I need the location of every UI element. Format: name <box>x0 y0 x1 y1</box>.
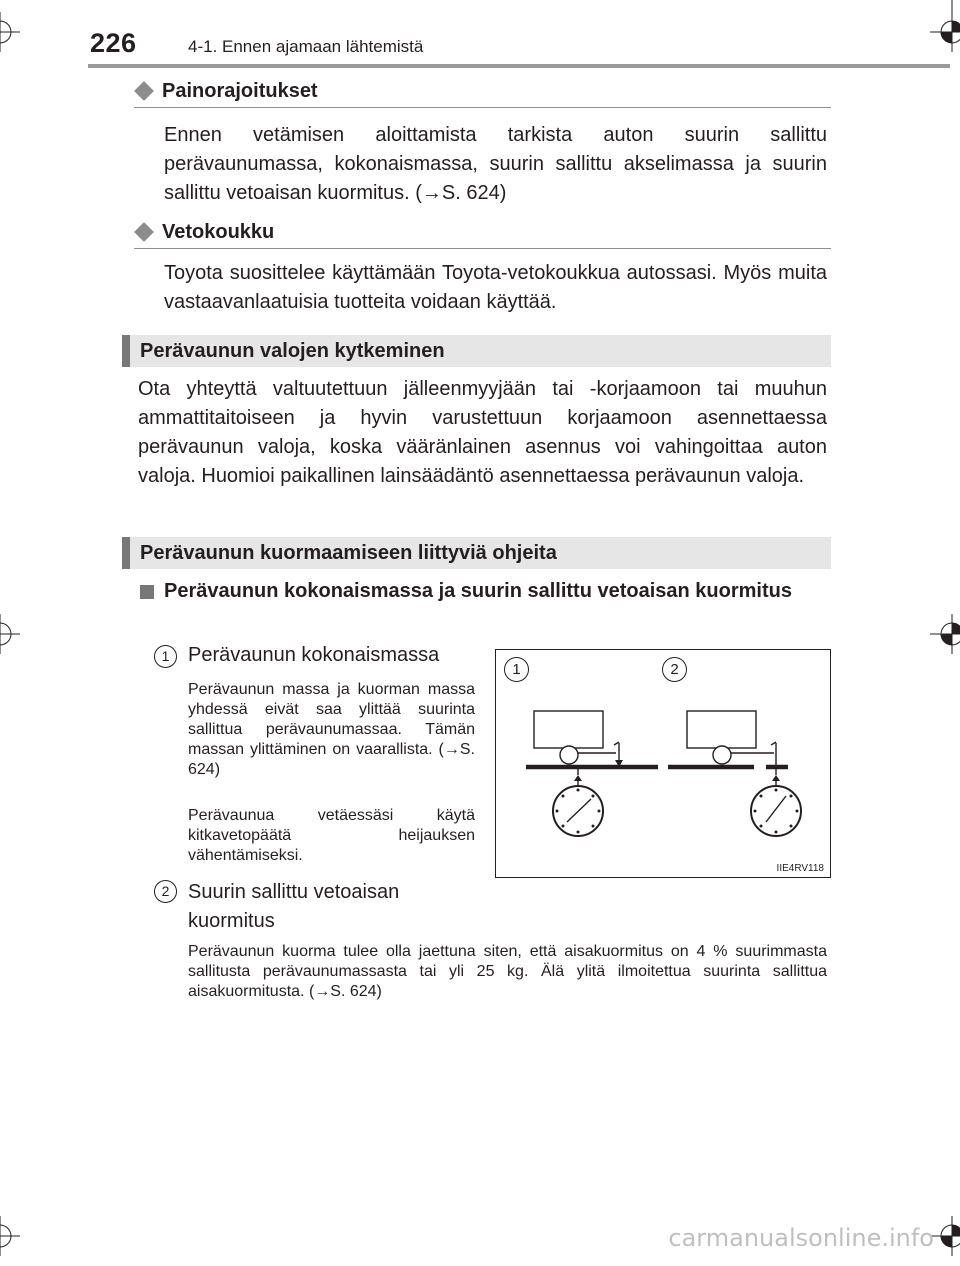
item-number-2: 2 <box>154 880 177 903</box>
item2-text: Perävaunun kuorma tulee olla jaettuna siten, että aisakuormitus on 4 % suurimmasta sallitusta perävaunumassasta tai yli 25 kg. Älä ylitä ilmoitettua suurinta sallittua aisakuormitusta. (→S. 624) <box>188 943 827 1000</box>
lights-section-heading <box>122 335 831 367</box>
heading-bar <box>122 537 130 569</box>
loading-subheading: Perävaunun kokonaismassa ja suurin sallittu vetoaisan kuormitus <box>164 580 792 602</box>
divider <box>134 107 831 108</box>
figure-code: IIE4RV118 <box>776 863 824 874</box>
item1-text: Perävaunun massa ja kuorman massa yhdessä eivät saa ylittää suurinta sallittua perävaunumassaa. Tämän massan ylittäminen on vaarallista. (→S. 624) <box>188 681 475 778</box>
square-bullet-icon <box>140 585 154 599</box>
divider <box>134 248 831 249</box>
figure-label-1: 1 <box>504 657 529 682</box>
page-number: 226 <box>90 28 137 58</box>
heading-bar <box>122 335 130 367</box>
trailer-weight-figure <box>495 649 831 878</box>
loading-section-heading <box>122 537 831 569</box>
item1-text-2: Perävaunua vetäessäsi käytä kitkavetopäätä heijauksen vähentämiseksi. <box>188 807 475 864</box>
watermark: carmanualsonline.info <box>668 1224 934 1252</box>
lights-heading-text: Perävaunun valojen kytkeminen <box>140 340 445 362</box>
header-rule <box>88 64 950 68</box>
figure-label-2: 2 <box>662 657 687 682</box>
lights-text: Ota yhteyttä valtuutettuun jälleenmyyjään tai -korjaamoon tai muuhun ammattitaitoiseen ja hyvin varustettuun korjaamoon asennettaessa perävaunun valoja, koska vääränlainen asennus voi vahingoittaa auton valoja. Huomioi paikallinen lainsäädäntö asennettaessa perävaunun valoja. <box>138 378 827 487</box>
item1-title: Perävaunun kokonaismassa <box>188 644 440 666</box>
item-number-1: 1 <box>154 645 177 668</box>
section-title: 4-1. Ennen ajamaan lähtemistä <box>188 37 424 56</box>
loading-heading-text: Perävaunun kuormaamiseen liittyviä ohjeita <box>140 542 557 564</box>
item2-title: Suurin sallittu vetoaisan kuormitus <box>188 881 400 932</box>
weight-limits-text: Ennen vetämisen aloittamista tarkista auton suurin sallittu perävaunumassa, kokonaismassa, suurin sallittu akselimassa ja suurin sallittu vetoaisan kuormitus. (→S. 624) <box>164 124 827 204</box>
weight-limits-heading: Painorajoitukset <box>162 80 318 102</box>
tow-hitch-heading: Vetokoukku <box>162 221 275 243</box>
scale-diagram <box>496 650 830 877</box>
tow-hitch-text: Toyota suosittelee käyttämään Toyota-vetokoukkua autossasi. Myös muita vastaavanlaatuisia tuotteita voidaan käyttää. <box>164 262 827 313</box>
